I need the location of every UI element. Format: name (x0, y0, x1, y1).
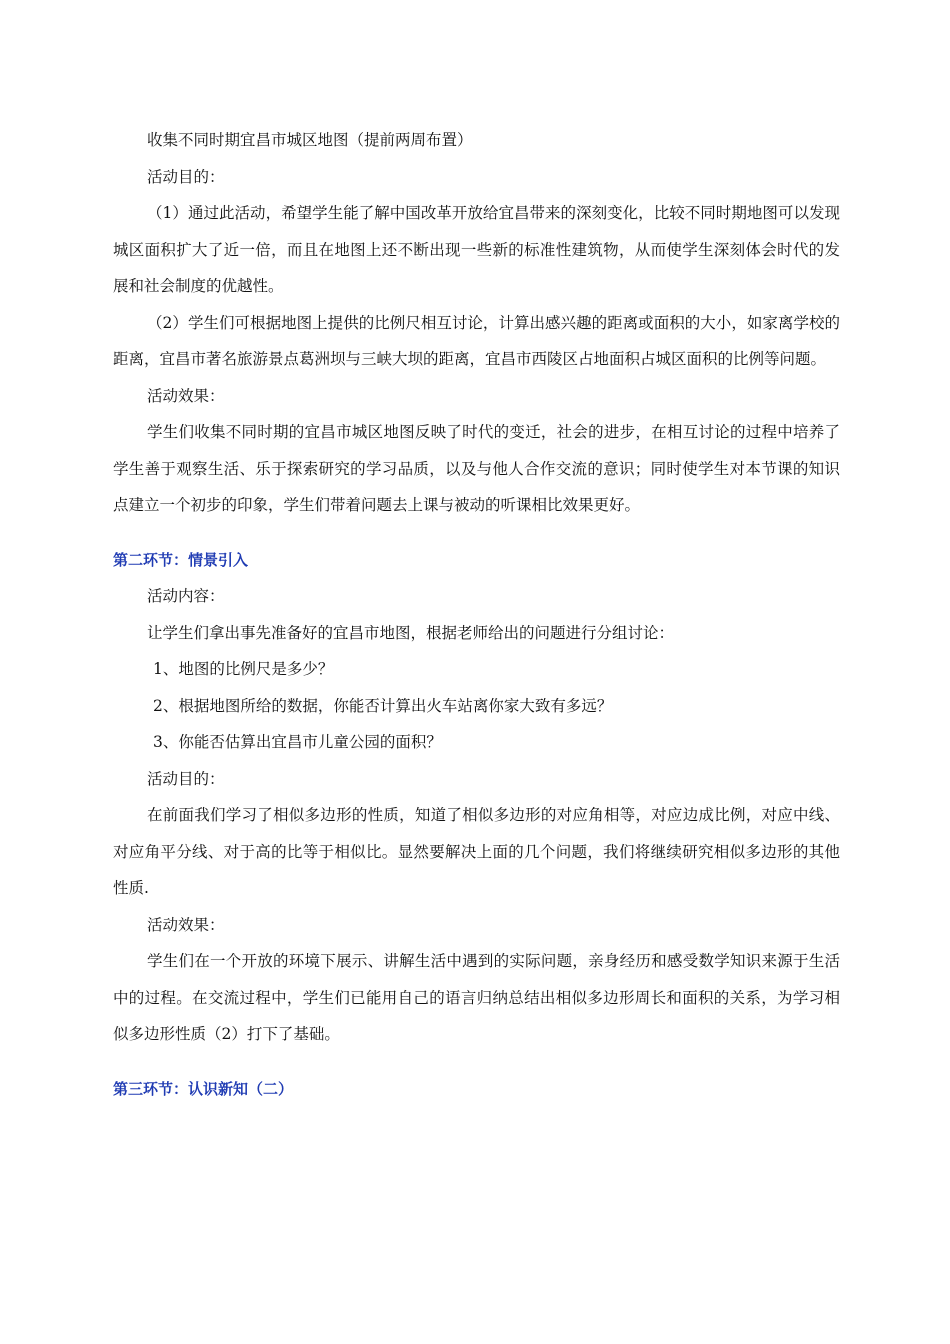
effect-paragraph: 学生们收集不同时期的宜昌市城区地图反映了时代的变迁，社会的进步，在相互讨论的过程中培养了学生善于观察生活、乐于探索研究的学习品质，以及与他人合作交流的意识；同时使学生对本节课的知识点建立一个初步的印象，学生们带着问题去上课与被动的听课相比效果更好。 (113, 423, 840, 514)
content-paragraph: 让学生们拿出事先准备好的宜昌市地图，根据老师给出的问题进行分组讨论： (147, 623, 675, 642)
question-item: 1、地图的比例尺是多少？ (153, 660, 334, 678)
section-gap (113, 524, 840, 542)
purpose-label: 活动目的： (147, 167, 225, 186)
section-heading-3: 第三环节：认识新知（二） (113, 1079, 294, 1098)
section-heading-2: 第二环节：情景引入 (113, 550, 249, 569)
document-content (113, 122, 840, 1107)
purpose-label-2: 活动目的： (147, 769, 225, 788)
purpose-paragraph-1: （1）通过此活动，希望学生能了解中国改革开放给宜昌带来的深刻变化，比较不同时期地图可以发现城区面积扩大了近一倍，而且在地图上还不断出现一些新的标准性建筑物，从而使学生深刻体会时代的发展和社会制度的优越性。 (113, 204, 840, 295)
purpose-paragraph-2: （2）学生们可根据地图上提供的比例尺相互讨论，计算出感兴趣的距离或面积的大小，如家离学校的距离，宜昌市著名旅游景点葛洲坝与三峡大坝的距离，宜昌市西陵区占地面积占城区面积的比例等问题。 (113, 313, 840, 368)
intro-line: 收集不同时期宜昌市城区地图（提前两周布置） (147, 131, 473, 149)
effect-paragraph-2: 学生们在一个开放的环境下展示、讲解生活中遇到的实际问题，亲身经历和感受数学知识来源于生活中的过程。在交流过程中，学生们已能用自己的语言归纳总结出相似多边形周长和面积的关系，为学习相似多边形性质（2）打下了基础。 (113, 952, 840, 1043)
content-label: 活动内容： (147, 587, 225, 605)
effect-label-2: 活动效果： (147, 915, 225, 934)
purpose-paragraph-3: 在前面我们学习了相似多边形的性质，知道了相似多边形的对应角相等，对应边成比例，对应中线、对应角平分线、对于高的比等于相似比。显然要解决上面的几个问题，我们将继续研究相似多边形的其他性质. (113, 806, 840, 897)
section-gap (113, 1053, 840, 1071)
question-item: 2、根据地图所给的数据，你能否计算出火车站离你家大致有多远？ (153, 696, 613, 715)
effect-label: 活动效果： (147, 386, 225, 405)
question-item: 3、你能否估算出宜昌市儿童公园的面积？ (153, 733, 442, 751)
